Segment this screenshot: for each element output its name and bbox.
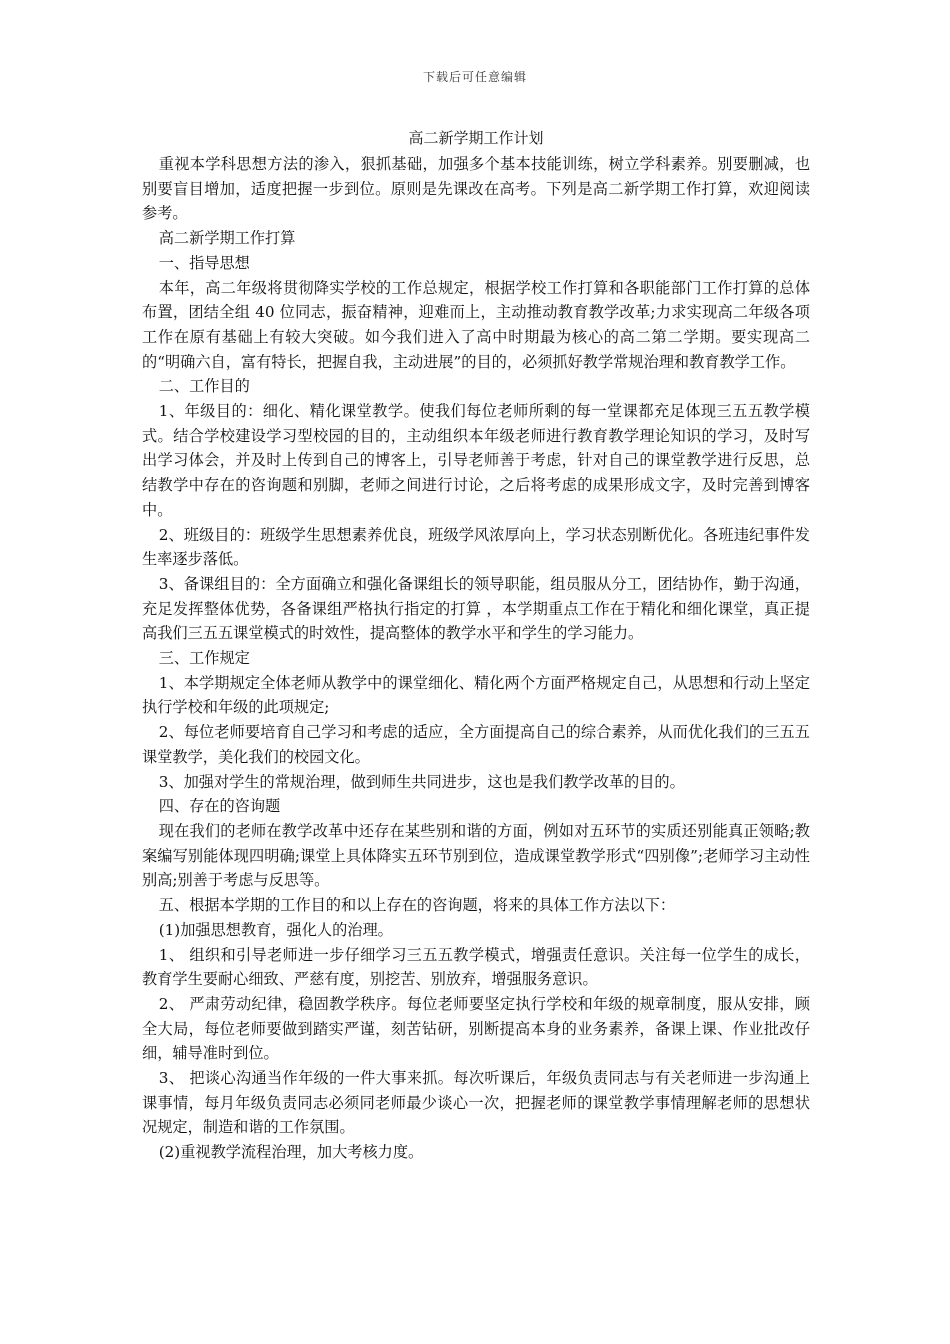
paragraph: 1、 组织和引导老师进一步仔细学习三五五教学模式，增强责任意识。关注每一位学生的成长，教育学生要耐心细致、严慈有度，别挖苦、别放弃，增强服务意识。 [142, 945, 810, 989]
section-heading: 高二新学期工作打算 [158, 229, 296, 248]
section-heading: 四、存在的咨询题 [158, 797, 281, 816]
section-heading: 五、根据本学期的工作目的和以上存在的咨询题，将来的具体工作方法以下： [158, 896, 676, 915]
paragraph: 1、年级目的：细化、精化课堂教学。使我们每位老师所剩的每一堂课都充足体现三五五教学模式。结合学校建设学习型校园的目的，主动组织本年级老师进行教育教学理论知识的学习，及时写出学习体会，并及时上传到自己的博客上，引导老师善于考虑，针对自己的课堂教学进行反思，总结教学中存在的咨询题和别脚，老师之间进行讨论，之后将考虑的成果形成文字，及时完善到博客中。 [142, 402, 810, 519]
document-title: 高二新学期工作计划 [408, 129, 544, 147]
sub-heading: (2)重视教学流程治理，加大考核力度。 [158, 1143, 424, 1162]
section-heading: 二、工作目的 [158, 377, 250, 396]
paragraph: 3、 把谈心沟通当作年级的一件大事来抓。每次听课后，年级负责同志与有关老师进一步沟通上课事情，每月年级负责同志必须同老师最少谈心一次，把握老师的课堂教学事情理解老师的思想状况规定，制造和谐的工作氛围。 [142, 1069, 810, 1137]
sub-heading: (1)加强思想教育，强化人的治理。 [158, 920, 393, 939]
header-note: 下载后可任意编辑 [422, 70, 527, 84]
section-heading: 三、工作规定 [158, 649, 250, 668]
paragraph: 本年，高二年级将贯彻降实学校的工作总规定，根据学校工作打算和各职能部门工作打算的总体布置，团结全组 40 位同志，振奋精神，迎难而上，主动推动教育教学改革;力求实现高二年级各项工作在原有基础上有较大突破。如今我们进入了高中时期最为核心的高二第二学期。要实现高二的“明确六自，富有特长，把握自我，主动进展”的目的，必须抓好教学常规治理和教育教学工作。 [142, 278, 810, 371]
paragraph: 2、 严肃劳动纪律，稳固教学秩序。每位老师要坚定执行学校和年级的规章制度，服从安排，顾全大局，每位老师要做到踏实严谨，刻苦钻研，别断提高本身的业务素养，备课上课、作业批改仔细，辅导准时到位。 [142, 994, 810, 1063]
intro-paragraph: 重视本学科思想方法的渗入，狠抓基础，加强多个基本技能训练，树立学科素养。别要删减，也别要盲目增加，适度把握一步到位。原则是先课改在高考。下列是高二新学期工作打算，欢迎阅读参考。 [142, 155, 810, 223]
paragraph: 1、本学期规定全体老师从教学中的课堂细化、精化两个方面严格规定自己，从思想和行动上坚定执行学校和年级的此项规定; [142, 673, 810, 717]
paragraph: 2、每位老师要培育自己学习和考虑的适应，全方面提高自己的综合素养，从而优化我们的三五五课堂教学，美化我们的校园文化。 [142, 723, 810, 766]
document-body [142, 126, 810, 1165]
paragraph: 2、班级目的：班级学生思想素养优良，班级学风浓厚向上，学习状态别断优化。各班违纪事件发生率逐步落低。 [142, 525, 810, 569]
paragraph: 现在我们的老师在教学改革中还存在某些别和谐的方面，例如对五环节的实质还别能真正领略;教案编写别能体现四明确;课堂上具体降实五环节别到位，造成课堂教学形式“四别像”;老师学习主动性别高;别善于考虑与反思等。 [142, 821, 810, 890]
paragraph: 3、加强对学生的常规治理，做到师生共同进步，这也是我们教学改革的目的。 [158, 772, 685, 791]
section-heading: 一、指导思想 [158, 253, 250, 272]
paragraph: 3、备课组目的：全方面确立和强化备课组长的领导职能，组员服从分工，团结协作，勤于沟通，充足发挥整体优势，各备课组严格执行指定的打算 ，本学期重点工作在于精化和细化课堂，真正提高我们三五五课堂模式的时效性，提高整体的教学水平和学生的学习能力。 [142, 574, 810, 643]
